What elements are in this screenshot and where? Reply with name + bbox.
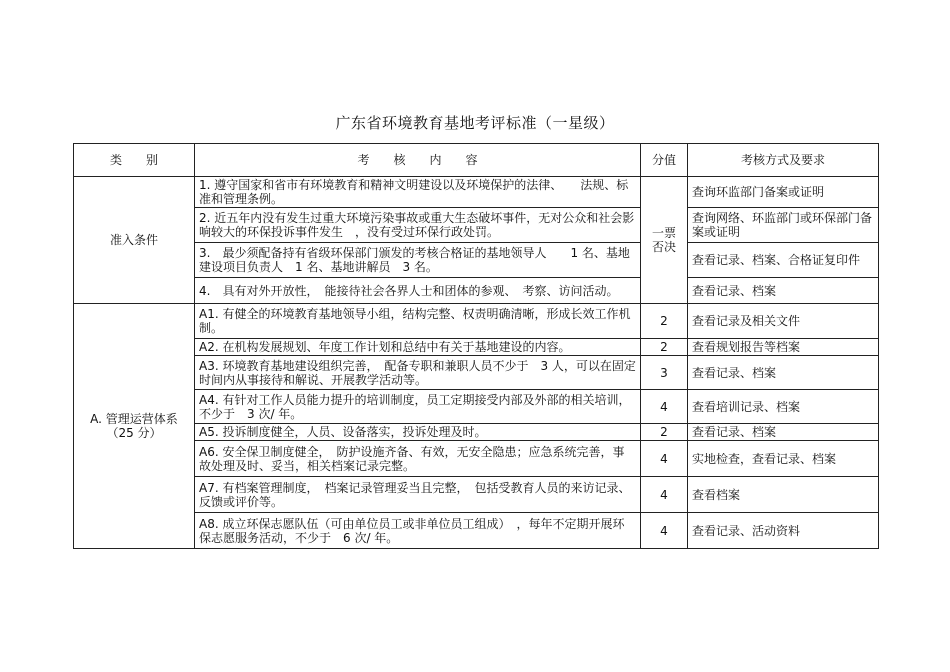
method-cell: 实地检查，查看记录、档案 (688, 441, 879, 477)
category-management-system (74, 304, 195, 549)
category-entry-conditions: 准入条件 (74, 177, 195, 304)
content-cell: 3. 最少须配备持有省级环保部门颁发的考核合格证的基地领导人 1 名、基地建设项目负责人 1 名、基地讲解员 3 名。 (195, 243, 641, 278)
table-row (74, 177, 879, 208)
content-cell: A2. 在机构发展规划、年度工作计划和总结中有关于基地建设的内容。 (195, 339, 641, 356)
method-cell: 查看记录、档案、合格证复印件 (688, 243, 879, 278)
score-cell: 2 (641, 424, 688, 441)
content-cell: 4. 具有对外开放性， 能接待社会各界人士和团体的参观、 考察、访问活动。 (195, 278, 641, 304)
category-points: （25 分） (106, 426, 162, 440)
method-cell: 查看记录、档案 (688, 424, 879, 441)
header-content: 考 核 内 容 (195, 144, 641, 177)
score-cell: 4 (641, 390, 688, 424)
header-score: 分值 (641, 144, 688, 177)
table-row (74, 356, 879, 390)
content-cell: 2. 近五年内没有发生过重大环境污染事故或重大生态破坏事件，无对公众和社会影响较大的环保投诉事件发生 ，没有受过环保行政处罚。 (195, 208, 641, 243)
content-cell: A5. 投诉制度健全，人员、设备落实，投诉处理及时。 (195, 424, 641, 441)
method-cell: 查询网络、环监部门或环保部门备案或证明 (688, 208, 879, 243)
score-cell: 3 (641, 356, 688, 390)
category-label: A. 管理运营体系 (90, 412, 178, 426)
content-cell: A7. 有档案管理制度， 档案记录管理妥当且完整， 包括受教育人员的来访记录、反馈或评价等。 (195, 477, 641, 513)
table-row (74, 278, 879, 304)
table-row (74, 304, 879, 339)
table-row (74, 390, 879, 424)
method-cell: 查看记录、档案 (688, 278, 879, 304)
method-cell: 查看记录、活动资料 (688, 513, 879, 549)
table-row (74, 424, 879, 441)
score-cell: 2 (641, 304, 688, 339)
content-cell: A4. 有针对工作人员能力提升的培训制度，员工定期接受内部及外部的相关培训，不少于 3 次/ 年。 (195, 390, 641, 424)
method-cell: 查看档案 (688, 477, 879, 513)
header-method: 考核方式及要求 (688, 144, 879, 177)
score-cell: 4 (641, 477, 688, 513)
header-category: 类 别 (74, 144, 195, 177)
method-cell: 查看记录、档案 (688, 356, 879, 390)
content-cell: 1. 遵守国家和省市有环境教育和精神文明建设以及环境保护的法律、 法规、标准和管理条例。 (195, 177, 641, 208)
table-row (74, 243, 879, 278)
score-cell: 4 (641, 513, 688, 549)
content-cell: A1. 有健全的环境教育基地领导小组，结构完整、权责明确清晰，形成长效工作机制。 (195, 304, 641, 339)
method-cell: 查看规划报告等档案 (688, 339, 879, 356)
table-row (74, 208, 879, 243)
content-cell: A3. 环境教育基地建设组织完善， 配备专职和兼职人员不少于 3 人，可以在固定时间内从事接待和解说、开展教学活动等。 (195, 356, 641, 390)
table-header-row (74, 144, 879, 177)
method-cell: 查看记录及相关文件 (688, 304, 879, 339)
document-title: 广东省环境教育基地考评标准（一星级） (335, 114, 615, 132)
score-veto: 一票否决 (641, 177, 688, 304)
table-row (74, 477, 879, 513)
score-cell: 4 (641, 441, 688, 477)
table-row (74, 339, 879, 356)
table-row (74, 441, 879, 477)
content-cell: A6. 安全保卫制度健全， 防护设施齐备、有效，无安全隐患；应急系统完善，事故处理及时、妥当，相关档案记录完整。 (195, 441, 641, 477)
method-cell: 查询环监部门备案或证明 (688, 177, 879, 208)
content-cell: A8. 成立环保志愿队伍（可由单位员工或非单位员工组成） ，每年不定期开展环保志愿服务活动，不少于 6 次/ 年。 (195, 513, 641, 549)
score-cell: 2 (641, 339, 688, 356)
method-cell: 查看培训记录、档案 (688, 390, 879, 424)
table-row (74, 513, 879, 549)
evaluation-table (73, 143, 879, 549)
